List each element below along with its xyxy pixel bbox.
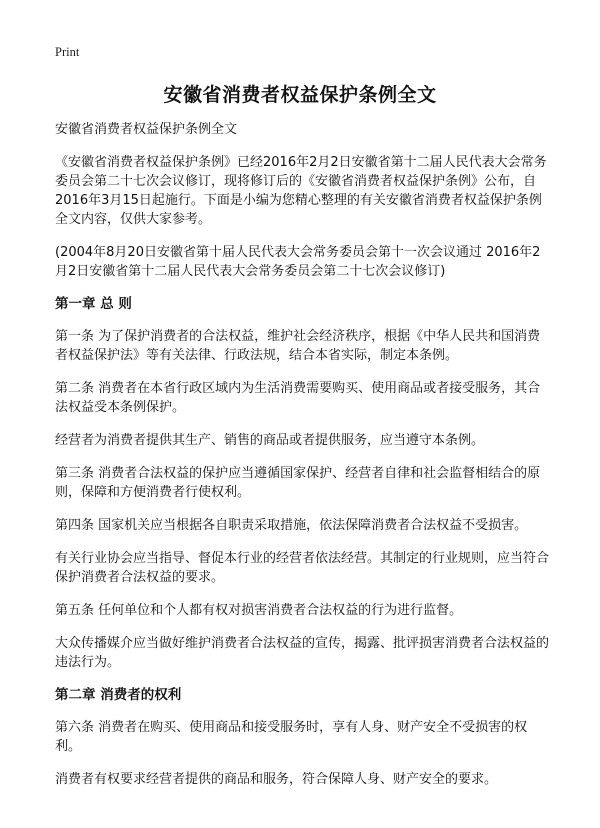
article-paragraph: 第四条 国家机关应当根据各自职责采取措施，依法保障消费者合法权益不受损害。	[55, 518, 528, 533]
document-body	[55, 120, 550, 803]
article-paragraph: 有关行业协会应当指导、督促本行业的经营者依法经营。其制定的行业规则，应当符合保护消费者合法权益的要求。	[55, 551, 550, 585]
chapter-2-heading: 第二章 消费者的权利	[55, 687, 182, 703]
article-paragraph: 消费者有权要求经营者提供的商品和服务，符合保障人身、财产安全的要求。	[55, 772, 498, 787]
article-paragraph: 第三条 消费者合法权益的保护应当遵循国家保护、经营者自律和社会监督相结合的原则，保障和方便消费者行使权利。	[55, 466, 541, 500]
article-paragraph: 大众传播媒介应当做好维护消费者合法权益的宣传，揭露、批评损害消费者合法权益的违法行为。	[55, 636, 550, 670]
intro-paragraph: 《安徽省消费者权益保护条例》已经2016年2月2日安徽省第十二届人民代表大会常务委员会第二十七次会议修订，现将修订后的《安徽省消费者权益保护条例》公布，自2016年3月15日起施行。下面是小编为您精心整理的有关安徽省消费者权益保护条例全文内容，仅供大家参考。	[55, 155, 547, 227]
revision-history: (2004年8月20日安徽省第十届人民代表大会常务委员会第十一次会议通过 2016年2月2日安徽省第十二届人民代表大会常务委员会第二十七次会议修订)	[55, 245, 541, 279]
article-paragraph: 第二条 消费者在本省行政区域内为生活消费需要购买、使用商品或者接受服务，其合法权益受本条例保护。	[55, 381, 541, 415]
article-paragraph: 第六条 消费者在购买、使用商品和接受服务时，享有人身、财产安全不受损害的权利。	[55, 720, 528, 754]
chapter-1-heading: 第一章 总 则	[55, 296, 132, 312]
article-paragraph: 经营者为消费者提供其生产、销售的商品或者提供服务，应当遵守本条例。	[55, 433, 485, 448]
subtitle: 安徽省消费者权益保护条例全文	[55, 122, 238, 137]
print-link[interactable]: Print	[55, 45, 80, 59]
article-paragraph: 第五条 任何单位和个人都有权对损害消费者合法权益的行为进行监督。	[55, 603, 463, 618]
article-paragraph: 第一条 为了保护消费者的合法权益，维护社会经济秩序，根据《中华人民共和国消费者权益保护法》等有关法律、行政法规，结合本省实际，制定本条例。	[55, 329, 541, 363]
page-title: 安徽省消费者权益保护条例全文	[163, 84, 437, 106]
